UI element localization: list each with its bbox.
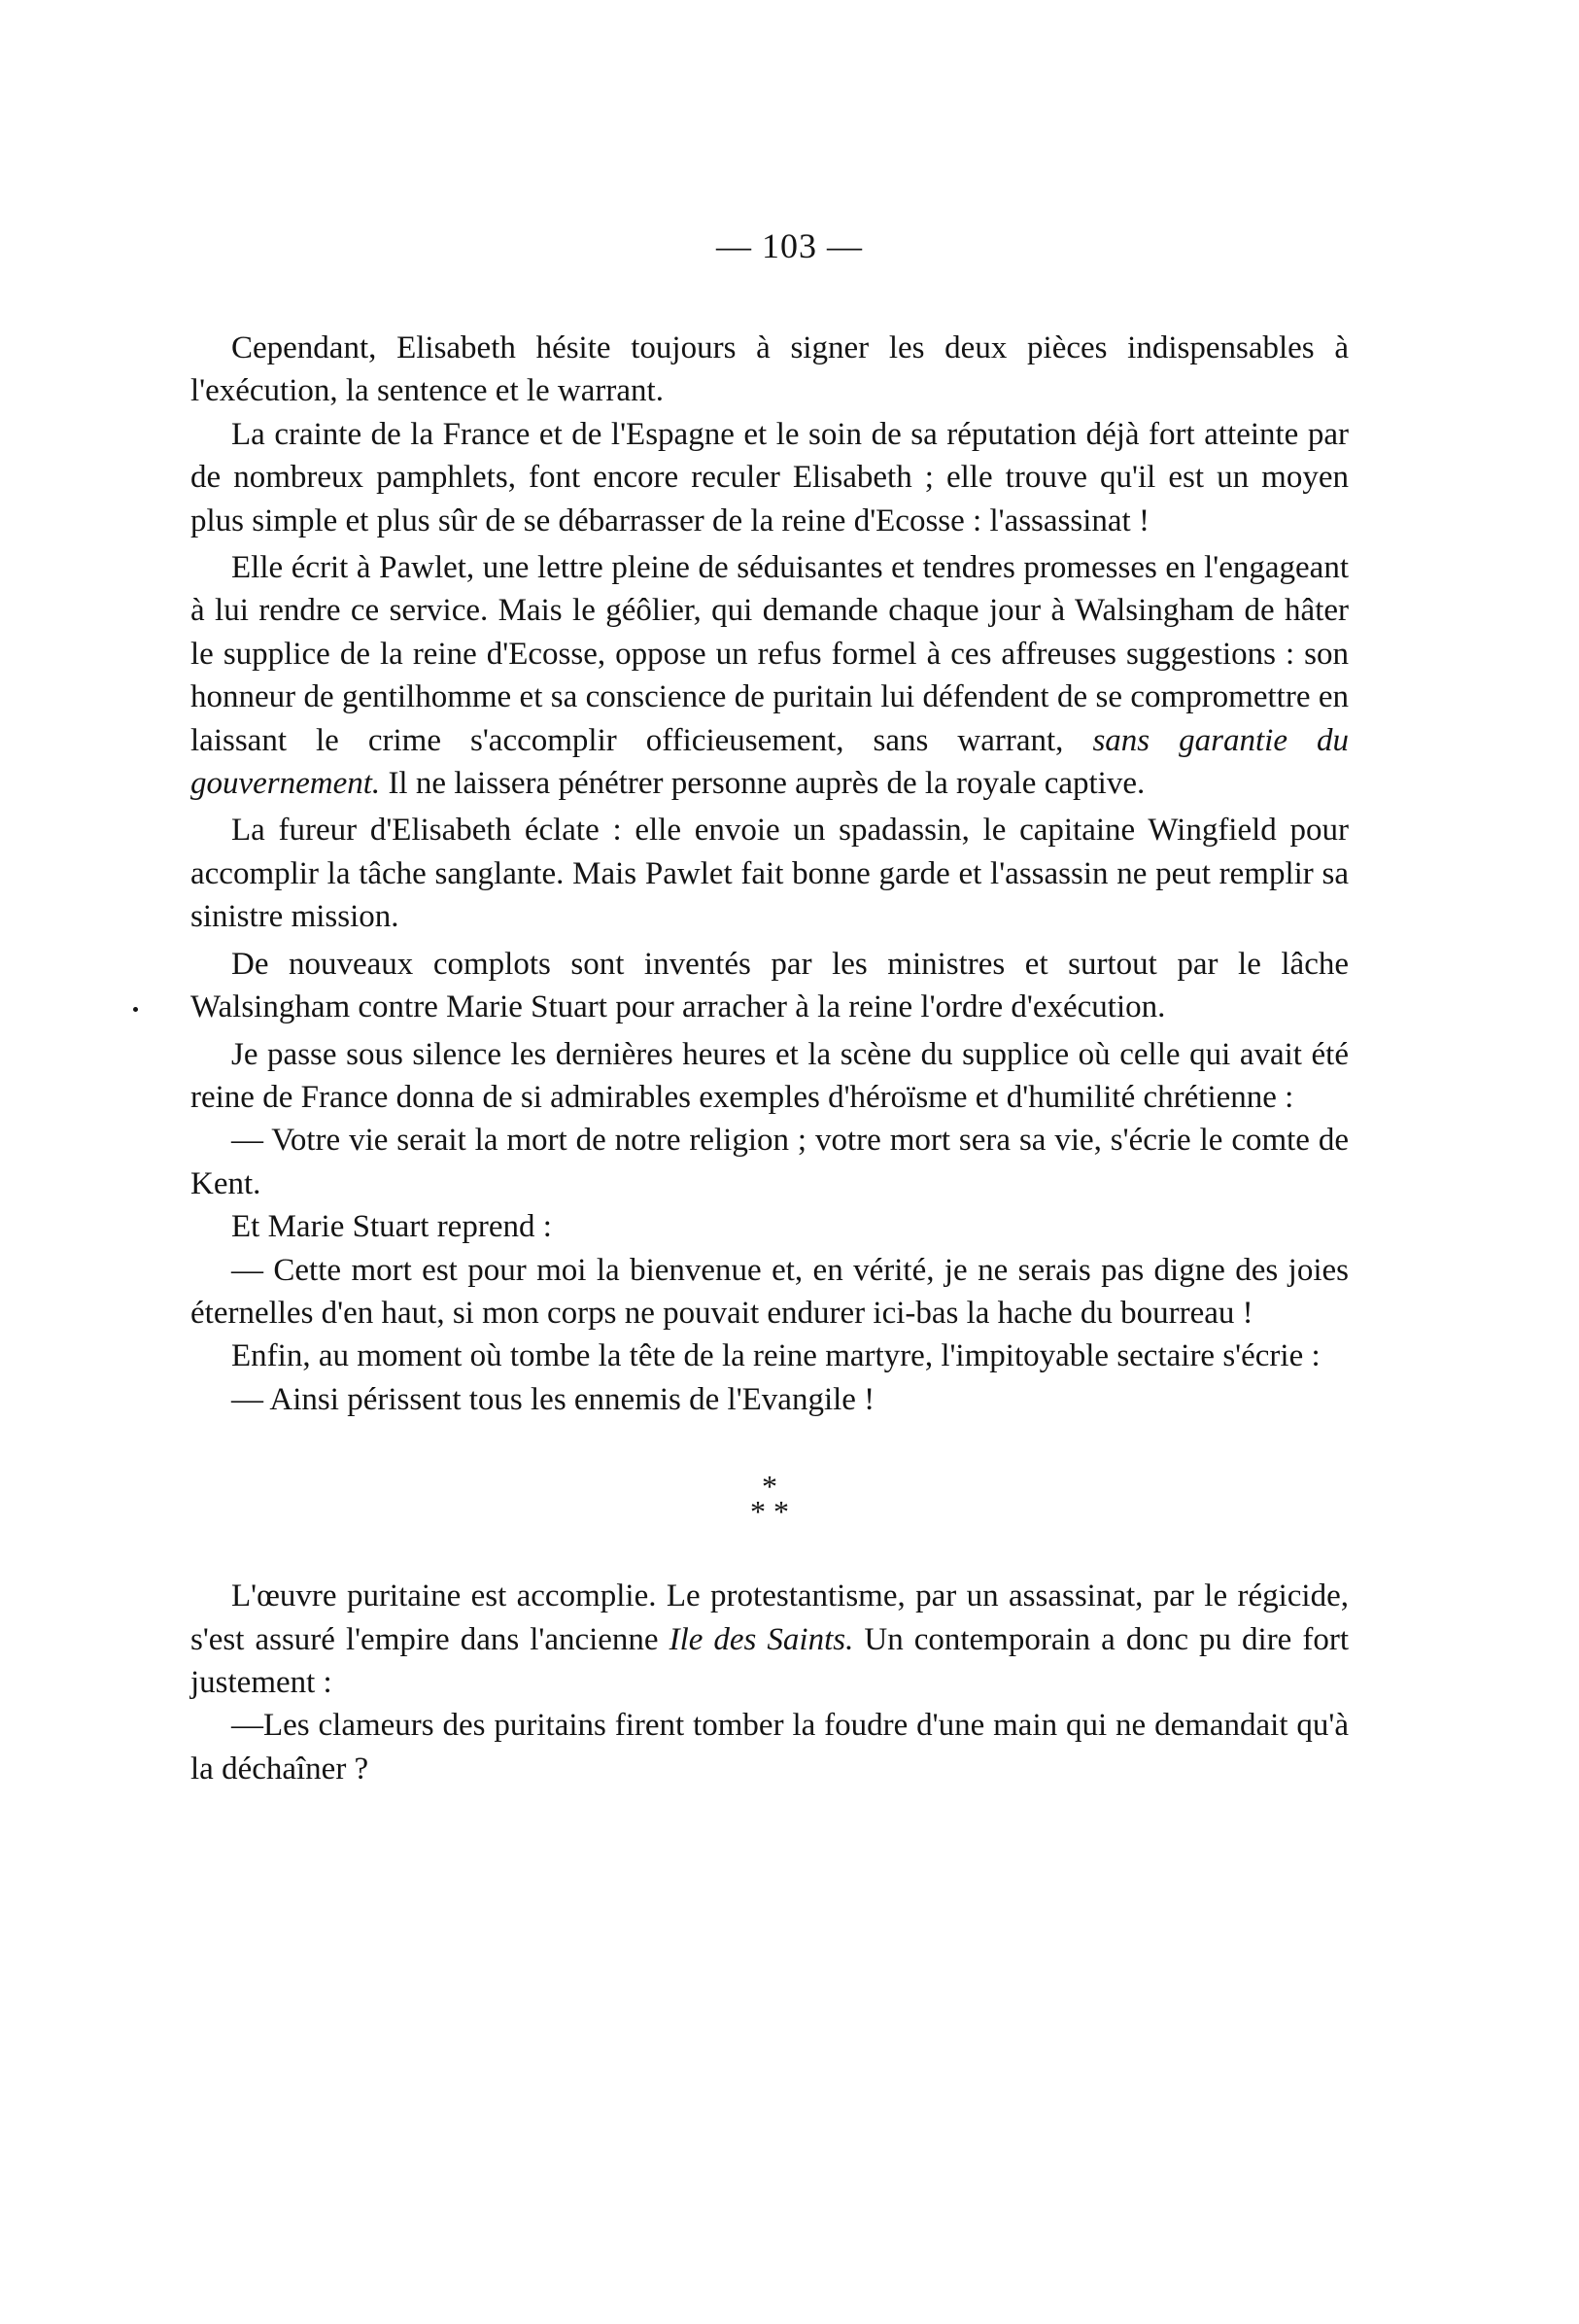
asterism-top: *: [762, 1469, 777, 1505]
paragraph: Et Marie Stuart reprend :: [231, 1209, 552, 1245]
dialogue-line: —Les clameurs des puritains firent tomber la foudre d'une main qui ne demandait qu'à la déchaîner ?: [190, 1708, 1349, 1786]
paragraph: La crainte de la France et de l'Espagne et le soin de sa réputation déjà fort atteinte par de nombreux pamphlets, font encore reculer Elisabeth ; elle trouve qu'il est un moyen plus simple et plus sûr de se débarrasser de la reine d'Ecosse : l'assassinat !: [190, 416, 1349, 538]
dialogue-line: — Votre vie serait la mort de notre religion ; votre mort sera sa vie, s'écrie le comte de Kent.: [190, 1123, 1349, 1201]
asterism-bottom: * *: [750, 1494, 789, 1530]
dialogue-line: — Cette mort est pour moi la bienvenue et, en vérité, je ne serais pas digne des joies éternelles d'en haut, si mon corps ne pouvait endurer ici-bas la hache du bourreau !: [190, 1252, 1349, 1331]
italic-phrase: sans garantie du gouvernement.: [190, 722, 1350, 802]
paragraph: [190, 546, 1349, 805]
dialogue-line: — Ainsi périssent tous les ennemis de l'Evangile !: [231, 1381, 875, 1417]
paragraph: Enfin, au moment où tombe la tête de la reine martyre, l'impitoyable sectaire s'écrie :: [231, 1338, 1321, 1374]
margin-mark: [133, 1007, 138, 1012]
section-separator: [190, 1469, 1349, 1530]
paragraph: Je passe sous silence les dernières heures et la scène du supplice où celle qui avait été reine de France donna de si admirables exemples d'héroïsme et d'humilité chrétienne :: [190, 1036, 1349, 1115]
italic-phrase: Ile des Saints.: [669, 1621, 854, 1657]
paragraph: Cependant, Elisabeth hésite toujours à signer les deux pièces indispensables à l'exécution, la sentence et le warrant.: [190, 330, 1349, 409]
paragraph-text: Un contemporain a donc pu dire fort justement :: [190, 1621, 1349, 1700]
paragraph: De nouveaux complots sont inventés par les ministres et surtout par le lâche Walsingham contre Marie Stuart pour arracher à la reine l'ordre d'exécution.: [190, 946, 1349, 1025]
body-text: [190, 327, 1349, 1790]
paragraph-text: Elle écrit à Pawlet, une lettre pleine de séduisantes et tendres promesses en l'engageant à lui rendre ce service. Mais le géôlier, qui demande chaque jour à Walsingham de hâter le supplice de la reine d'Ecosse, oppose un refus formel à ces affreuses suggestions : son honneur de gentilhomme et sa conscience de puritain lui défendent de se compromettre en laissant le crime s'accomplir officieusement, sans warrant,: [190, 550, 1349, 758]
page-number: — 103 —: [716, 226, 863, 265]
paragraph: [190, 1575, 1349, 1704]
paragraph-text: Il ne laissera pénétrer personne auprès de la royale captive.: [380, 766, 1146, 802]
paragraph-text: L'œuvre puritaine est accomplie. Le protestantisme, par un assassinat, par le régicide, s'est assuré l'empire dans l'ancienne: [190, 1578, 1349, 1657]
paragraph: La fureur d'Elisabeth éclate : elle envoie un spadassin, le capitaine Wingfield pour accomplir la tâche sanglante. Mais Pawlet fait bonne garde et l'assassin ne peut remplir sa sinistre mission.: [190, 813, 1349, 935]
